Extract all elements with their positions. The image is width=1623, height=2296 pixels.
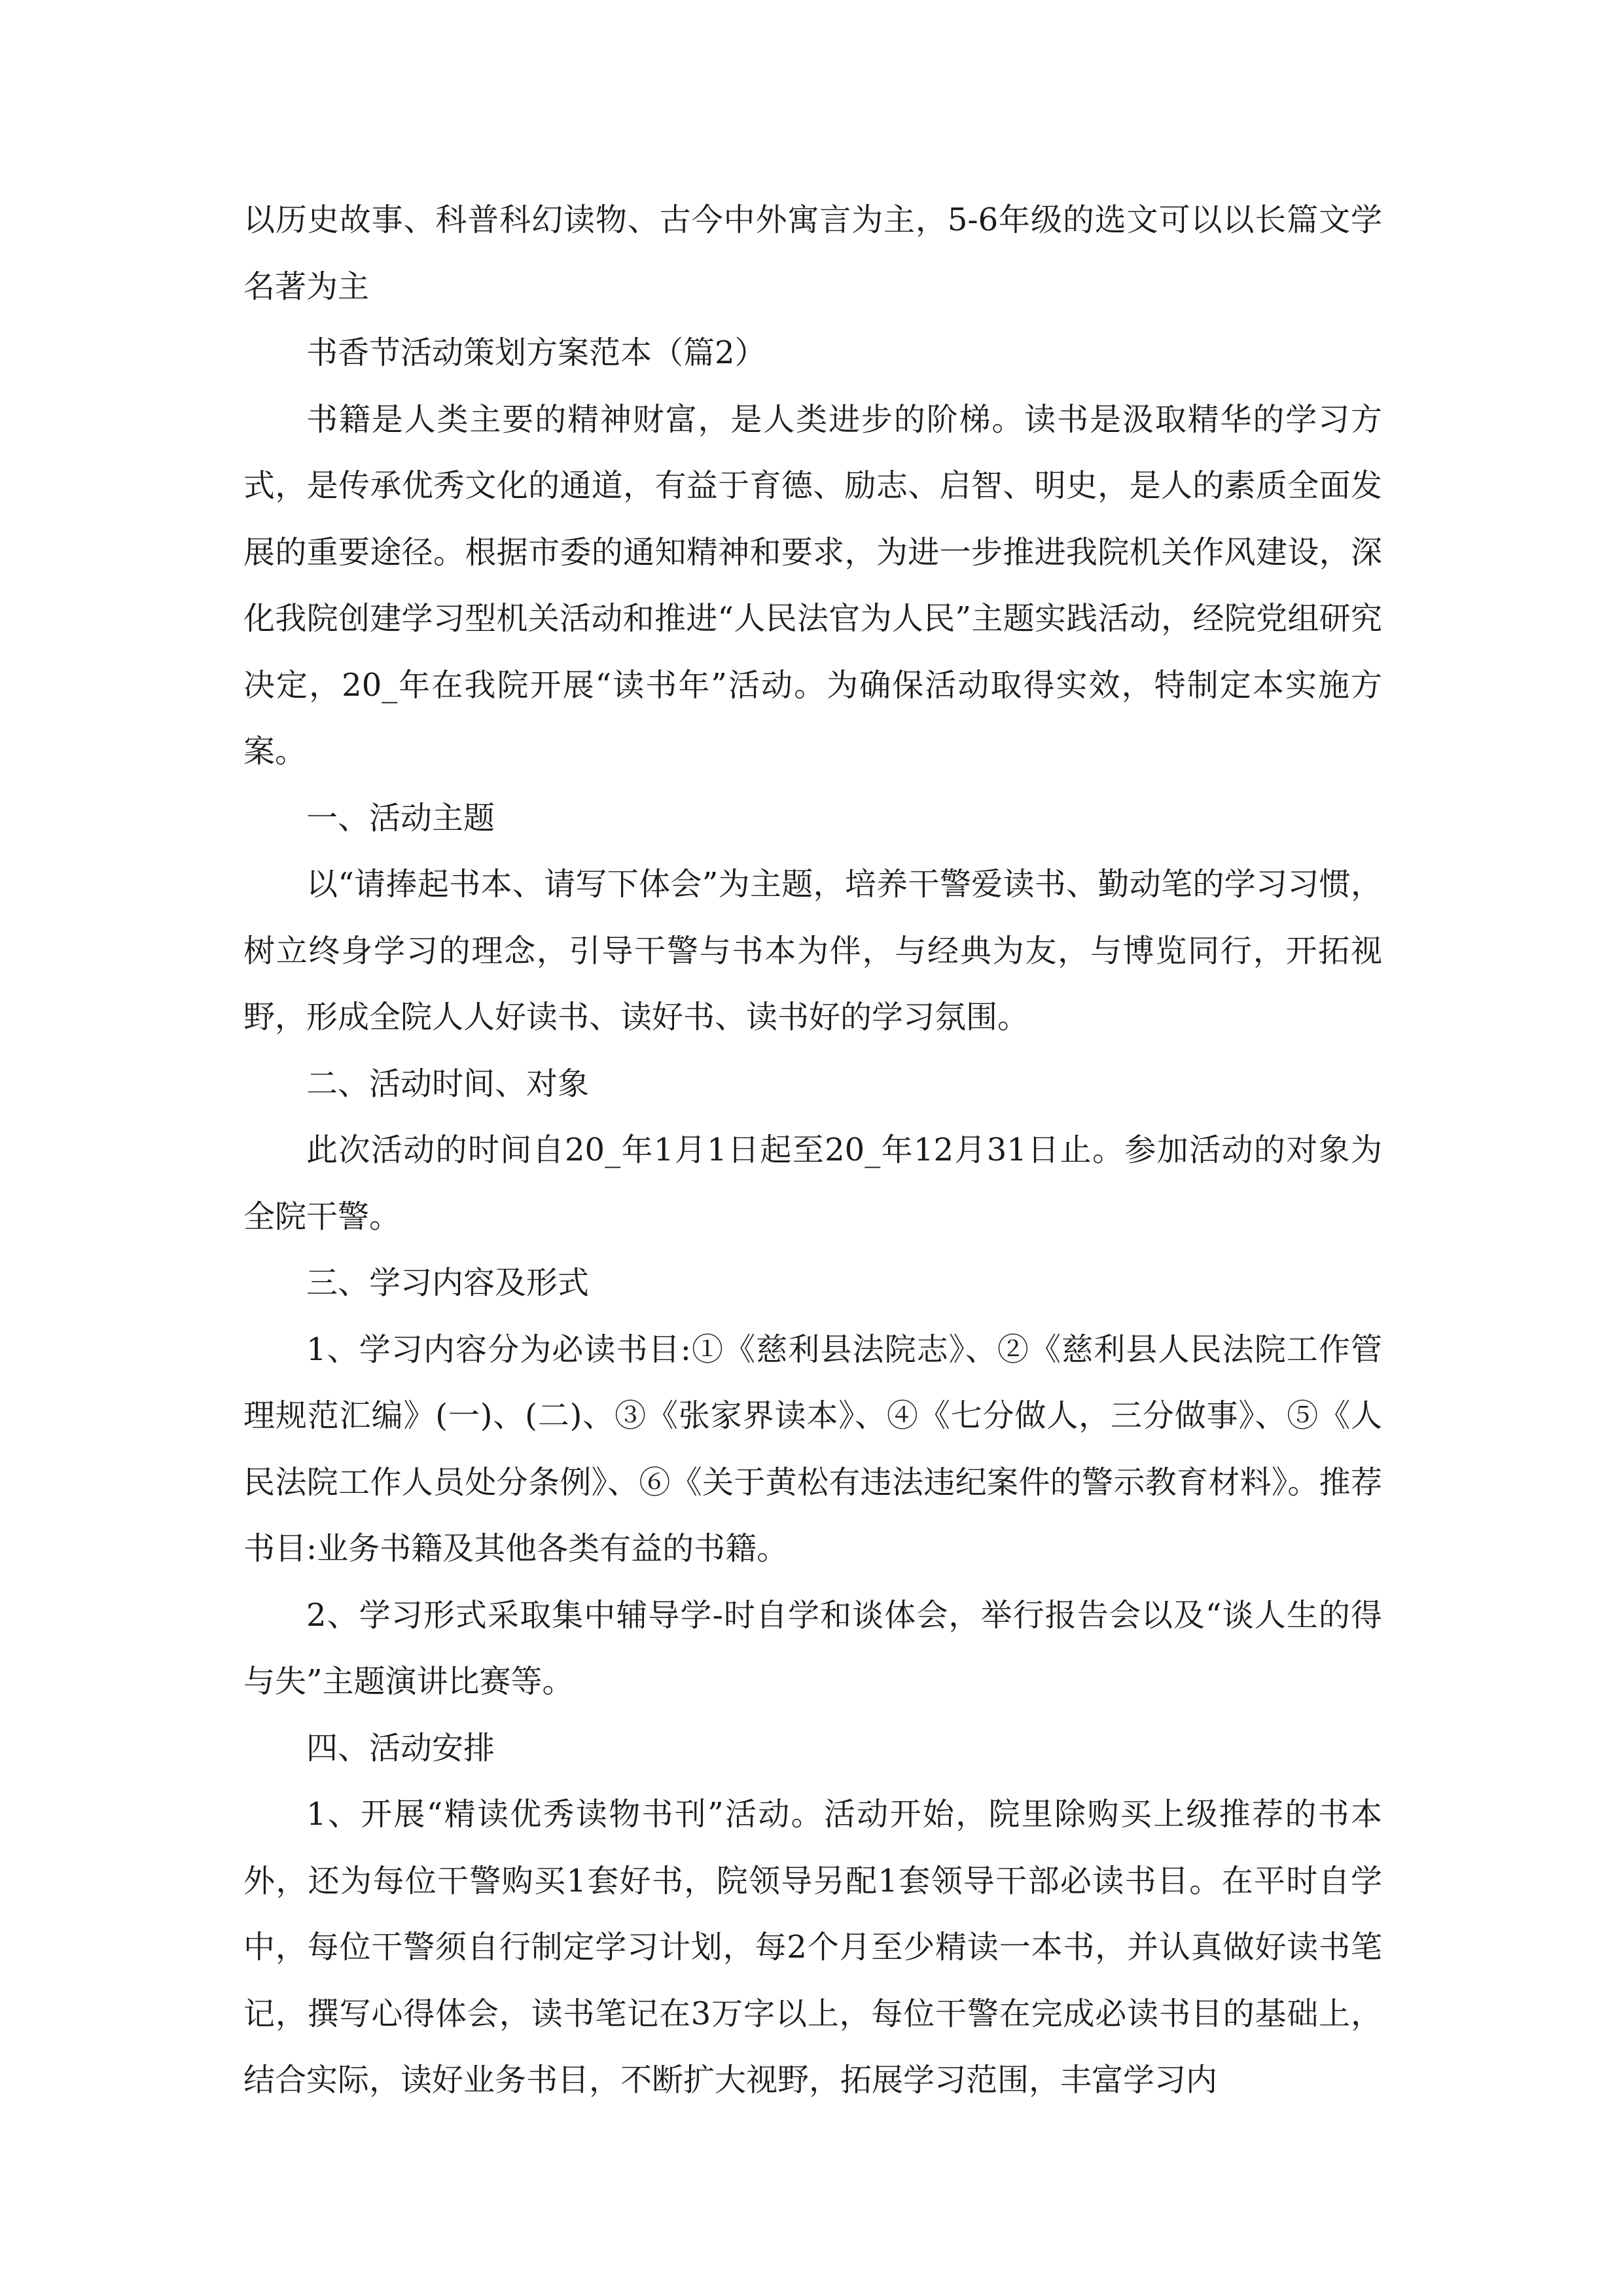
- paragraph: 三、学习内容及形式: [306, 1265, 590, 1301]
- paragraph: 以历史故事、科普科幻读物、古今中外寓言为主，5-6年级的选文可以以长篇文学名著为主: [243, 202, 1382, 305]
- paragraph: 书香节活动策划方案范本（篇2）: [306, 334, 766, 371]
- document-body: [243, 187, 1382, 2114]
- paragraph: 2、学习形式采取集中辅导学-时自学和谈体会，举行报告会以及“谈人生的得与失”主题演讲比赛等。: [243, 1596, 1382, 1700]
- paragraph: 二、活动时间、对象: [306, 1065, 590, 1102]
- paragraph: 一、活动主题: [306, 799, 495, 836]
- paragraph: 以“请捧起书本、请写下体会”为主题，培养干警爱读书、勤动笔的学习习惯，树立终身学习的理念，引导干警与书本为伴，与经典为友，与博览同行，开拓视野，形成全院人人好读书、读好书、读书好的学习氛围。: [243, 866, 1382, 1035]
- paragraph: 此次活动的时间自20_年1月1日起至20_年12月31日止。参加活动的对象为全院干警。: [243, 1132, 1382, 1235]
- paragraph: 书籍是人类主要的精神财富，是人类进步的阶梯。读书是汲取精华的学习方式，是传承优秀文化的通道，有益于育德、励志、启智、明史，是人的素质全面发展的重要途径。根据市委的通知精神和要求，为进一步推进我院机关作风建设，深化我院创建学习型机关活动和推进“人民法官为人民”主题实践活动，经院党组研究决定，20_年在我院开展“读书年”活动。为确保活动取得实效，特制定本实施方案。: [243, 401, 1382, 770]
- paragraph: 1、学习内容分为必读书目:①《慈利县法院志》、②《慈利县人民法院工作管理规范汇编》(一)、(二)、③《张家界读本》、④《七分做人，三分做事》、⑤《人民法院工作人员处分条例》、⑥《关于黄松有违法违纪案件的警示教育材料》。推荐书目:业务书籍及其他各类有益的书籍。: [243, 1331, 1382, 1567]
- paragraph: 1、开展“精读优秀读物书刊”活动。活动开始，院里除购买上级推荐的书本外，还为每位干警购买1套好书，院领导另配1套领导干部必读书目。在平时自学中，每位干警须自行制定学习计划，每2个月至少精读一本书，并认真做好读书笔记，撰写心得体会，读书笔记在3万字以上，每位干警在完成必读书目的基础上，结合实际，读好业务书目，不断扩大视野，拓展学习范围，丰富学习内: [243, 1796, 1382, 2098]
- paragraph: 四、活动安排: [306, 1729, 495, 1767]
